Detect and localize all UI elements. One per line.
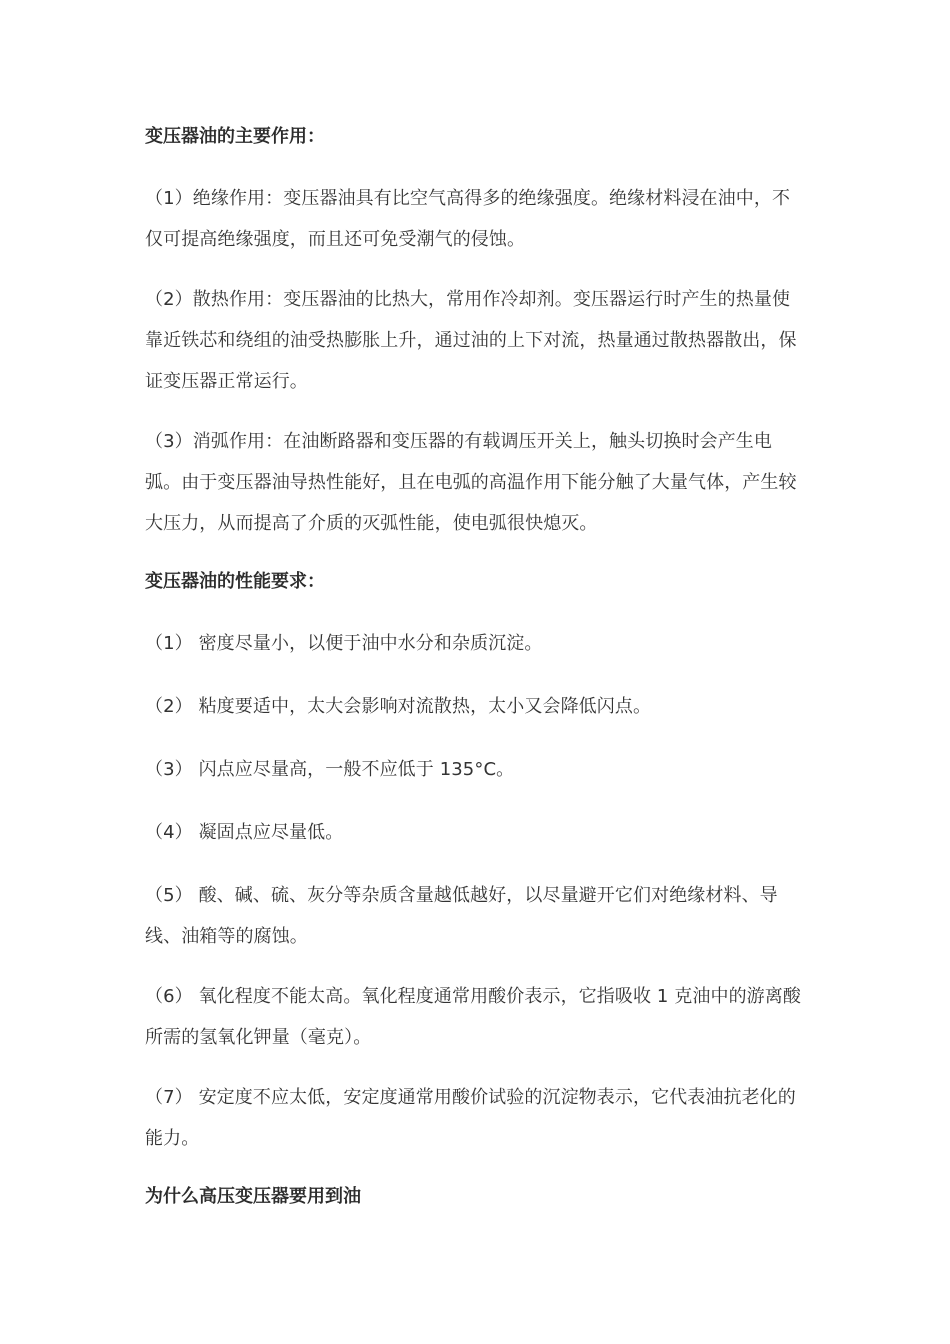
requirement-item-4: （4） 凝固点应尽量低。 — [145, 822, 344, 843]
paragraph-heat-dissipation: （2）散热作用：变压器油的比热大，常用作冷却剂。变压器运行时产生的热量使靠近铁芯和绕组的油受热膨胀上升，通过油的上下对流，热量通过散热器散出，保证变压器正常运行。 — [145, 289, 797, 392]
requirement-item-7: （7） 安定度不应太低，安定度通常用酸价试验的沉淀物表示，它代表油抗老化的能力。 — [145, 1087, 796, 1149]
document-body — [145, 118, 807, 1238]
requirement-item-5: （5） 酸、碱、硫、灰分等杂质含量越低越好，以尽量避开它们对绝缘材料、导线、油箱等的腐蚀。 — [145, 885, 778, 947]
section-heading-why-oil: 为什么高压变压器要用到油 — [145, 1186, 361, 1207]
requirement-item-2: （2） 粘度要适中，太大会影响对流散热，太小又会降低闪点。 — [145, 696, 652, 717]
requirement-item-6: （6） 氧化程度不能太高。氧化程度通常用酸价表示，它指吸收 1 克油中的游离酸所需的氢氧化钾量（毫克）。 — [145, 986, 801, 1048]
paragraph-insulation: （1）绝缘作用：变压器油具有比空气高得多的绝缘强度。绝缘材料浸在油中，不仅可提高绝缘强度，而且还可免受潮气的侵蚀。 — [145, 188, 791, 250]
section-heading-functions: 变压器油的主要作用： — [145, 126, 325, 147]
requirement-item-3: （3） 闪点应尽量高，一般不应低于 135°C。 — [145, 759, 515, 780]
section-heading-requirements: 变压器油的性能要求： — [145, 571, 325, 592]
paragraph-arc-extinction: （3）消弧作用：在油断路器和变压器的有载调压开关上，触头切换时会产生电弧。由于变压器油导热性能好，且在电弧的高温作用下能分触了大量气体，产生较大压力，从而提高了介质的灭弧性能，使电弧很快熄灭。 — [145, 431, 797, 534]
requirement-item-1: （1） 密度尽量小，以便于油中水分和杂质沉淀。 — [145, 633, 543, 654]
